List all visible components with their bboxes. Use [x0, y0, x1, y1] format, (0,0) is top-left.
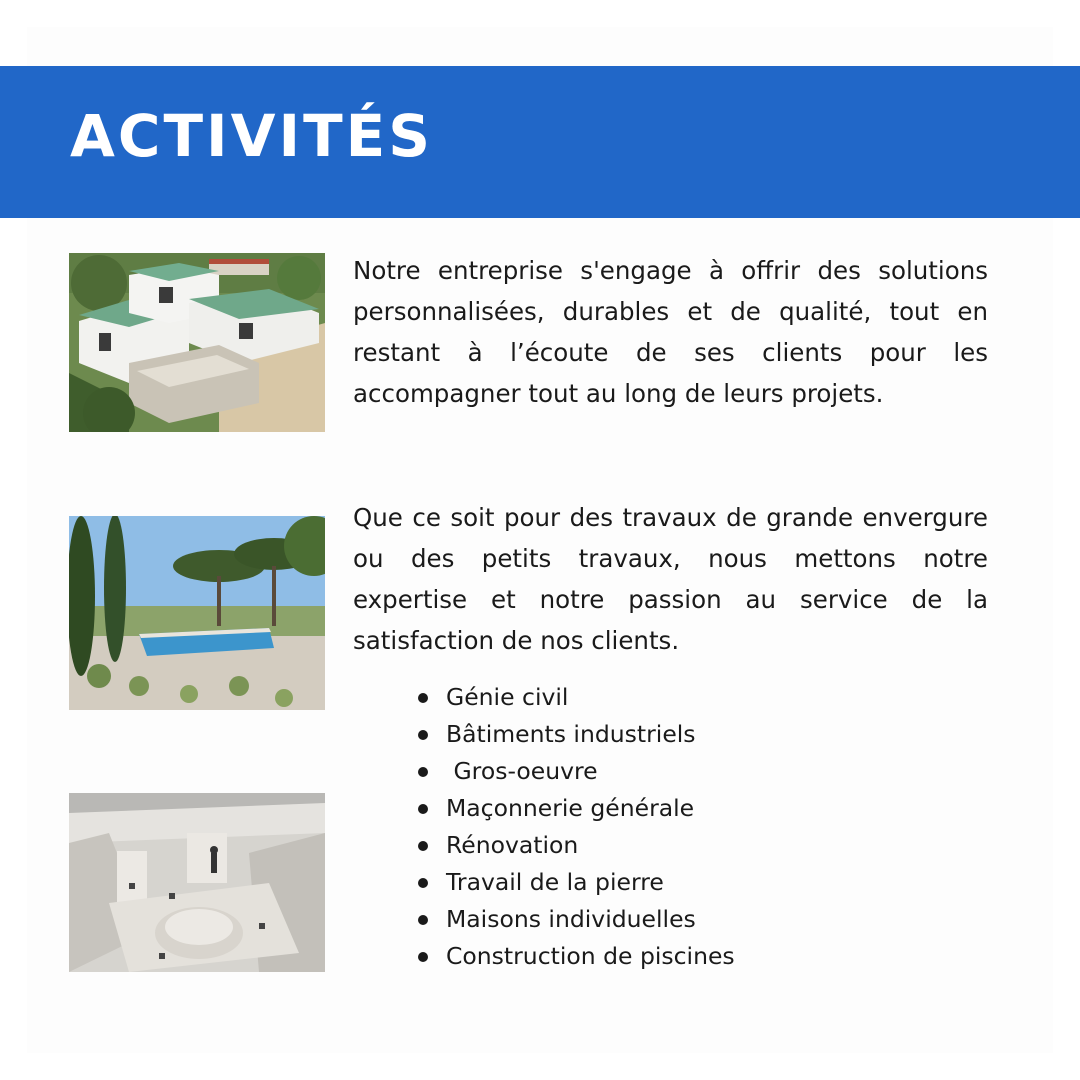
- services-paragraph: Que ce soit pour des travaux de grande envergure ou des petits travaux, nous mettons notre expertise et notre passion au service de la satisfaction de nos clients.: [353, 503, 988, 655]
- list-item: [418, 790, 735, 827]
- activity-label: Maisons individuelles: [446, 905, 696, 933]
- list-item: [418, 938, 735, 975]
- list-item: [418, 679, 735, 716]
- activity-label: Maçonnerie générale: [446, 794, 695, 822]
- bullet-icon: [418, 693, 428, 703]
- bullet-icon: [418, 767, 428, 777]
- bullet-icon: [418, 804, 428, 814]
- bullet-icon: [418, 878, 428, 888]
- activity-label: Génie civil: [446, 683, 569, 711]
- bullet-icon: [418, 730, 428, 740]
- list-item: [418, 864, 735, 901]
- activities-list: [418, 679, 735, 975]
- intro-paragraph: Notre entreprise s'engage à offrir des solutions personnalisées, durables et de qualité, tout en restant à l’écoute de ses clients pour les accompagner tout au long de leurs projets.: [353, 256, 988, 408]
- construction-photo: [69, 793, 325, 972]
- activity-label: Construction de piscines: [446, 942, 735, 970]
- activity-label: Bâtiments industriels: [446, 720, 696, 748]
- pool-garden-photo: [69, 516, 325, 710]
- bullet-icon: [418, 915, 428, 925]
- bullet-icon: [418, 952, 428, 962]
- activity-label: Gros-oeuvre: [446, 757, 598, 785]
- list-item: [418, 901, 735, 938]
- activity-label: Rénovation: [446, 831, 579, 859]
- activity-label: Travail de la pierre: [446, 868, 664, 896]
- list-item: [418, 716, 735, 753]
- villa-photo: [69, 253, 325, 432]
- bullet-icon: [418, 841, 428, 851]
- list-item: [418, 827, 735, 864]
- page-title: ACTIVITÉS: [70, 102, 434, 170]
- list-item: [418, 753, 735, 790]
